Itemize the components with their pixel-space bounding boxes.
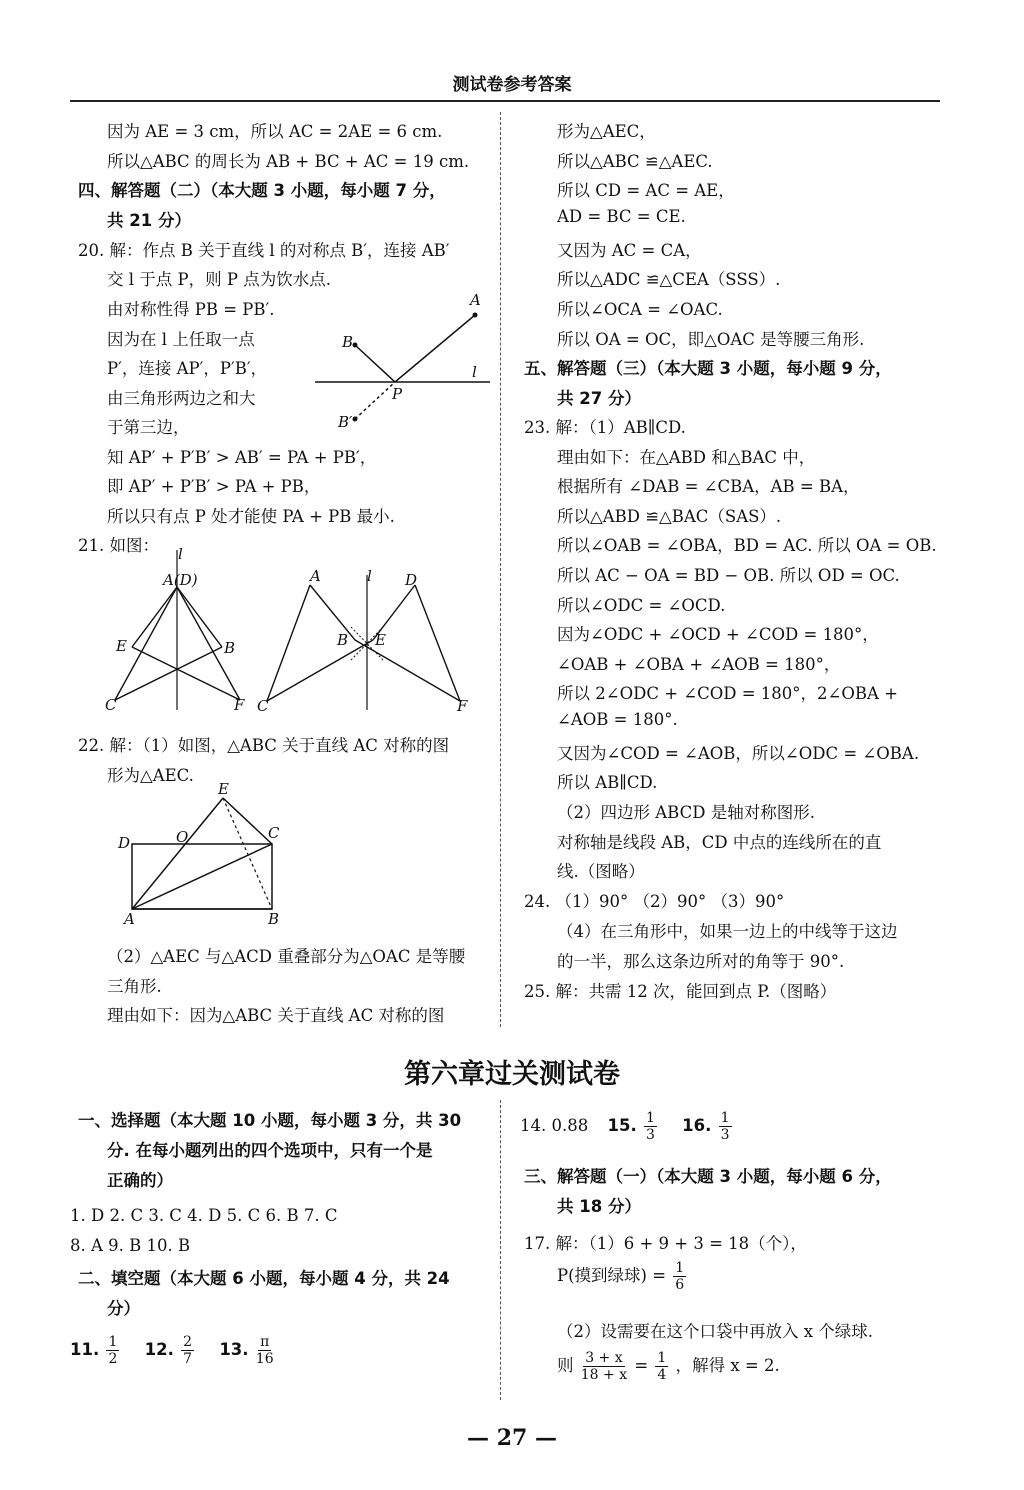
fill-answers-right: [520, 1110, 734, 1143]
figure-21-left: [100, 545, 260, 715]
question-25: 25. 解：共需 12 次，能回到点 P.（图略）: [524, 982, 837, 1001]
text-line: ∠OAB + ∠OBA + ∠AOB = 180°，: [557, 655, 841, 674]
fill-answers: [70, 1334, 276, 1367]
text-line: 三角形.: [107, 977, 162, 996]
question-23: 23. 解：（1）AB∥CD.: [524, 418, 686, 437]
column-divider-2: [500, 1100, 501, 1400]
fig21b-label-B: B: [337, 631, 349, 649]
text-line: 所以 CD = AC = AE，: [557, 181, 735, 200]
q15-number: 15.: [607, 1116, 637, 1135]
probability-label: P(摸到绿球) =: [557, 1266, 667, 1285]
q13-fraction: $\frac{\pi}{16}$: [255, 1334, 274, 1367]
question-20: 20. 解：作点 B 关于直线 l 的对称点 B′，连接 AB′: [78, 241, 450, 260]
text-line: 所以只有点 P 处才能使 PA + PB 最小.: [107, 507, 395, 526]
text-line: （2）四边形 ABCD 是轴对称图形.: [557, 803, 815, 822]
section-heading: 分）: [107, 1299, 140, 1318]
equation-suffix: ，解得 x = 2.: [675, 1356, 780, 1375]
fig22-label-E: E: [218, 780, 229, 798]
figure-20: [300, 285, 500, 435]
text-line: AD = BC = CE.: [557, 207, 686, 226]
fig22-label-B: B: [268, 910, 280, 928]
page-number: — 27 —: [467, 1425, 557, 1451]
section-heading: 二、填空题（本大题 6 小题，每小题 4 分，共 24: [78, 1269, 450, 1288]
text-line: 对称轴是线段 AB，CD 中点的连线所在的直: [557, 833, 882, 852]
text-line: 所以∠OCA = ∠OAC.: [557, 300, 723, 319]
text-line: 所以 AC − OA = BD − OB. 所以 OD = OC.: [557, 566, 900, 585]
text-line: 所以△ADC ≌△CEA（SSS）.: [557, 270, 781, 289]
text-line: 的一半，那么这条边所对的角等于 90°.: [557, 952, 845, 971]
q14-answer: 14. 0.88: [520, 1116, 589, 1135]
text-line: ∠AOB = 180°.: [557, 710, 678, 729]
text-line: 所以△ABD ≌△BAC（SAS）.: [557, 507, 782, 526]
fig20-label-A: A: [470, 291, 481, 309]
section-heading: 正确的）: [107, 1171, 173, 1190]
fig22-label-C: C: [268, 824, 280, 842]
chapter-title: 第六章过关测试卷: [404, 1059, 620, 1090]
figure-21-right: [255, 565, 480, 715]
text-line: P′，连接 AP′，P′B′，: [107, 359, 268, 378]
text-line: 理由如下：因为△ABC 关于直线 AC 对称的图: [107, 1006, 445, 1025]
equation-right-fraction: $\frac{1}{4}$: [657, 1350, 667, 1383]
fig21b-label-A: A: [310, 567, 321, 585]
fig22-label-O: O: [176, 828, 189, 846]
text-line: （4）在三角形中，如果一边上的中线等于这边: [557, 922, 898, 941]
text-line: 形为△AEC，: [557, 122, 656, 141]
section-heading: 共 21 分）: [107, 211, 191, 230]
text-line: 所以△ABC 的周长为 AB + BC + AC = 19 cm.: [107, 152, 470, 171]
fig21a-label-E: E: [116, 637, 127, 655]
fig20-label-B: B: [342, 333, 354, 351]
text-line: 所以 OA = OC，即△OAC 是等腰三角形.: [557, 330, 865, 349]
section-heading: 三、解答题（一）（本大题 3 小题，每小题 6 分，: [524, 1167, 892, 1186]
text-line: 即 AP′ + P′B′ > PA + PB，: [107, 477, 321, 496]
text-line: 因为 AE = 3 cm，所以 AC = 2AE = 6 cm.: [107, 122, 443, 141]
text-line: 所以 AB∥CD.: [557, 773, 658, 792]
equation-prefix: 则: [557, 1356, 574, 1375]
probability-line: [557, 1260, 688, 1293]
section-heading: 五、解答题（三）（本大题 3 小题，每小题 9 分，: [524, 359, 892, 378]
fig21a-label-l: l: [178, 545, 183, 563]
text-line: 所以△ABC ≌△AEC.: [557, 152, 713, 171]
question-24: 24. （1）90° （2）90° （3）90°: [524, 892, 785, 911]
equation-line: [557, 1350, 780, 1383]
text-line: 形为△AEC.: [107, 766, 194, 785]
fig21b-label-E: E: [375, 631, 386, 649]
text-line: 由对称性得 PB = PB′.: [107, 300, 275, 319]
choice-answers-row-1: 1. D 2. C 3. C 4. D 5. C 6. B 7. C: [70, 1206, 338, 1225]
equation-left-fraction: $\frac{3 + x}{18 + x}$: [580, 1350, 628, 1383]
q12-number: 12.: [144, 1340, 174, 1359]
q13-number: 13.: [219, 1340, 249, 1359]
text-line: 于第三边，: [107, 418, 190, 437]
text-line: 因为在 l 上任取一点: [107, 330, 255, 349]
section-heading: 分. 在每小题列出的四个选项中，只有一个是: [107, 1141, 433, 1160]
fig21a-label-C: C: [105, 696, 117, 714]
equation-equals: =: [634, 1356, 649, 1375]
text-line: 知 AP′ + P′B′ > AB′ = PA + PB′，: [107, 448, 377, 467]
column-divider: [500, 112, 501, 1027]
text-line: 根据所有 ∠DAB = ∠CBA，AB = BA，: [557, 477, 860, 496]
section-heading: 一、选择题（本大题 10 小题，每小题 3 分，共 30: [78, 1111, 462, 1130]
text-line: 理由如下：在△ABD 和△BAC 中，: [557, 448, 816, 467]
text-line: 线.（图略）: [557, 862, 645, 881]
text-line: （2）设需要在这个口袋中再放入 x 个绿球.: [557, 1322, 874, 1341]
fig21b-label-C: C: [257, 697, 269, 715]
fig21b-label-F: F: [457, 697, 468, 715]
text-line: （2）△AEC 与△ACD 重叠部分为△OAC 是等腰: [107, 947, 466, 966]
fig21a-label-F: F: [234, 696, 245, 714]
text-line: 又因为 AC = CA，: [557, 241, 702, 260]
text-line: 所以∠ODC = ∠OCD.: [557, 596, 726, 615]
header-rule: [70, 100, 940, 102]
fig22-label-D: D: [118, 834, 131, 852]
section-heading: 四、解答题（二）（本大题 3 小题，每小题 7 分，: [78, 181, 446, 200]
question-17: 17. 解：（1）6 + 9 + 3 = 18（个），: [524, 1234, 807, 1253]
text-line: 交 l 于点 P，则 P 点为饮水点.: [107, 270, 331, 289]
question-21: 21. 如图：: [78, 536, 159, 555]
section-heading: 共 18 分）: [557, 1197, 641, 1216]
q15-fraction: $\frac{1}{3}$: [645, 1110, 655, 1143]
q11-fraction: $\frac{1}{2}$: [108, 1334, 118, 1367]
fig21a-label-B: B: [224, 639, 236, 657]
fig21a-label-AD: A(D): [163, 571, 198, 589]
section-heading: 共 27 分）: [557, 389, 641, 408]
probability-fraction: $\frac{1}{6}$: [675, 1260, 685, 1293]
fig22-label-A: A: [124, 910, 135, 928]
fig21b-label-D: D: [405, 571, 418, 589]
question-22: 22. 解：（1）如图，△ABC 关于直线 AC 对称的图: [78, 736, 450, 755]
q12-fraction: $\frac{2}{7}$: [183, 1334, 193, 1367]
text-line: 所以∠OAB = ∠OBA，BD = AC. 所以 OA = OB.: [557, 536, 937, 555]
text-line: 因为∠ODC + ∠OCD + ∠COD = 180°，: [557, 625, 879, 644]
figure-22: [110, 780, 300, 930]
text-line: 又因为∠COD = ∠AOB，所以∠ODC = ∠OBA.: [557, 744, 920, 763]
q16-number: 16.: [682, 1116, 712, 1135]
text-line: 由三角形两边之和大: [107, 389, 256, 408]
q16-fraction: $\frac{1}{3}$: [720, 1110, 730, 1143]
fig20-label-B-prime: B′: [338, 413, 353, 431]
text-line: 所以 2∠ODC + ∠COD = 180°，2∠OBA +: [557, 684, 898, 703]
fig20-label-l: l: [472, 363, 477, 381]
fig21b-label-l: l: [367, 567, 372, 585]
fig20-label-P: P: [392, 385, 403, 403]
q11-number: 11.: [70, 1340, 100, 1359]
choice-answers-row-2: 8. A 9. B 10. B: [70, 1236, 191, 1255]
page-header: 测试卷参考答案: [452, 75, 572, 95]
